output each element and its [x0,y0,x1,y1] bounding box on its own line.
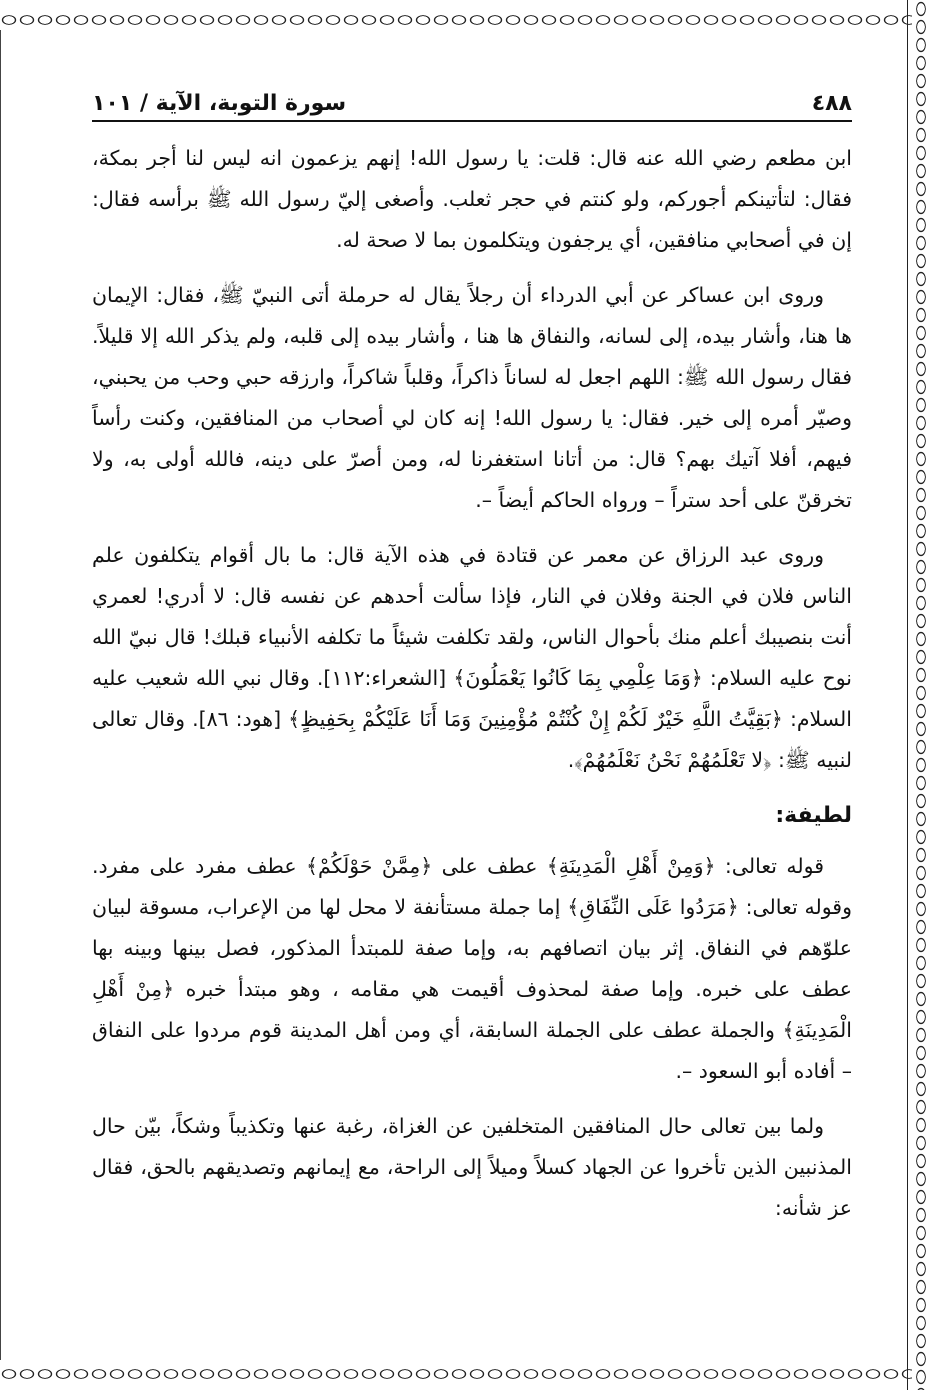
paragraph: قوله تعالى: ﴿وَمِنْ أَهْلِ الْمَدِينَةِ﴾ عطف على ﴿مِمَّنْ حَوْلَكُمْ﴾ عطف مفرد على مفرد. وقوله تعالى: ﴿مَرَدُوا عَلَى النِّفَاقِ﴾ إما جملة مستأنفة لا محل لها من الإعراب، مسوقة لبيان علوّهم في النفاق. إثر بيان اتصافهم به، وإما صفة للمبتدأ المذكور، فصل بينها وبينه بها عطف على خبره. وإما صفة لمحذوف أقيمت هي مقامه ، وهو مبتدأ خبره ﴿مِنْ أَهْلِ الْمَدِينَةِ﴾ والجملة عطف على الجملة السابقة، أي ومن أهل المدينة قوم مردوا على النفاق – أفاده أبو السعود –. [92,854,852,1083]
decorative-border-top [0,0,912,40]
page-body [92,138,852,1243]
paragraph: ولما بين تعالى حال المنافقين المتخلفين عن الغزاة، رغبة عنها وتكذيباً وشكاً، بيّن حال المذنبين الذين تأخروا عن الجهاد كسلاً وميلاً إلى الراحة، مع إيمانهم وتصديقهم بالحق، فقال عز شأنه: [92,1114,852,1220]
paragraph: ابن مطعم رضي الله عنه قال: قلت: يا رسول الله! إنهم يزعمون انه ليس لنا أجر بمكة، فقال: لتأتينكم أجوركم، ولو كنتم في حجر ثعلب. وأصغى إليّ رسول الله ﷺ برأسه فقال: إن في أصحابي منافقين، أي يرجفون ويتكلمون بما لا صحة له. [92,146,852,252]
decorative-border-right [907,0,934,1390]
page-edge-line [0,30,1,1360]
page-number: ٤٨٨ [811,91,852,116]
page-header [92,80,852,122]
section-title: لطيفة: [775,803,852,828]
paragraph: وروى عبد الرزاق عن معمر عن قتادة في هذه الآية قال: ما بال أقوام يتكلفون علم الناس فلان في الجنة وفلان في النار، فإذا سألت أحدهم عن نفسه قال: لا أدري! لعمري أنت بنصيبك أعلم منك بأحوال الناس، ولقد تكلفت شيئاً ما تكلفه الأنبياء قبلك! قال نبيّ الله نوح عليه السلام: ﴿وَمَا عِلْمِي بِمَا كَانُوا يَعْمَلُونَ﴾ [الشعراء:١١٢]. وقال نبي الله شعيب عليه السلام: ﴿بَقِيَّتُ اللَّهِ خَيْرٌ لَكُمْ إِنْ كُنْتُمْ مُؤْمِنِينَ وَمَا أَنَا عَلَيْكُمْ بِحَفِيظٍ﴾ [هود: ٨٦]. وقال تعالى لنبيه ﷺ: ﴿لا تَعْلَمُهُمْ نَحْنُ نَعْلَمُهُمْ﴾. [92,543,852,772]
paragraph: وروى ابن عساكر عن أبي الدرداء أن رجلاً يقال له حرملة أتى النبيّ ﷺ، فقال: الإيمان ها هنا، وأشار بيده، إلى لسانه، والنفاق ها هنا ، وأشار بيده إلى قلبه، ولم يذكر الله إلا قليلاً. فقال رسول الله ﷺ: اللهم اجعل له لساناً ذاكراً، وقلباً شاكراً، وارزقه حبي وحب من يحبني، وصيّر أمره إلى خير. فقال: يا رسول الله! إنه كان لي أصحاب من المنافقين، وكنت رأساً فيهم، أفلا آتيك بهم؟ قال: من أتانا استغفرنا له، ومن أصرّ على دينه، فالله أولى به، ولا تخرقنّ على أحد ستراً – ورواه الحاكم أيضاً –. [92,283,852,512]
chapter-reference: سورة التوبة، الآية / ١٠١ [92,91,347,116]
decorative-border-bottom [0,1354,912,1390]
